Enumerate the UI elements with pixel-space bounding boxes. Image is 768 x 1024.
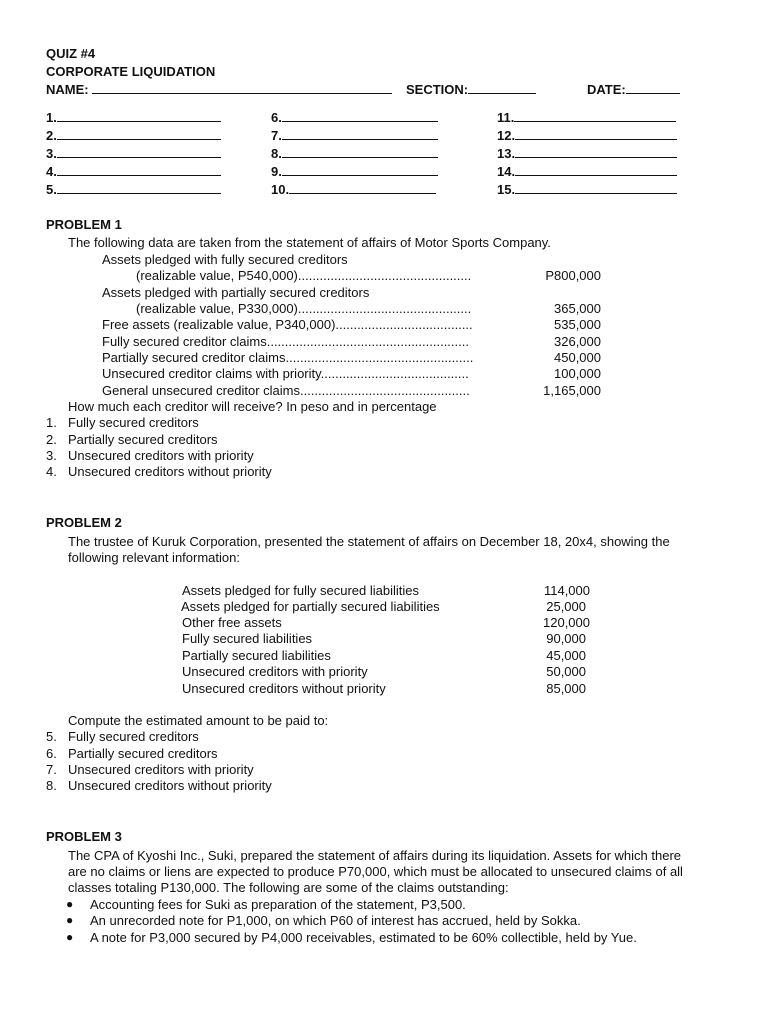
date-field[interactable] bbox=[587, 82, 680, 98]
list-item: A note for P3,000 secured by P4,000 receivables, estimated to be 60% collectible, held by Yue. bbox=[90, 930, 637, 945]
date-label: DATE: bbox=[587, 82, 626, 97]
problem1-question: How much each creditor will receive? In peso and in percentage bbox=[68, 399, 437, 414]
answer-blank[interactable]: 4. bbox=[46, 164, 221, 180]
table-row-label: Assets pledged for fully secured liabilities bbox=[182, 583, 420, 598]
list-item: Unsecured creditors without priority bbox=[68, 778, 272, 793]
table-row-label: Unsecured creditors with priority bbox=[182, 664, 368, 679]
problem2-heading: PROBLEM 2 bbox=[46, 515, 122, 530]
table-row-value: 120,000 bbox=[543, 615, 590, 630]
list-item: Unsecured creditors with priority bbox=[68, 448, 254, 463]
table-row-label: Partially secured liabilities bbox=[182, 648, 331, 663]
table-row-label: Other free assets bbox=[182, 615, 282, 630]
answer-blank[interactable]: 3. bbox=[46, 146, 221, 162]
answer-blank[interactable]: 9. bbox=[271, 164, 438, 180]
name-field[interactable] bbox=[46, 82, 392, 98]
answer-blank[interactable]: 15. bbox=[497, 182, 677, 198]
problem3-intro: classes totaling P130,000. The following are some of the claims outstanding: bbox=[68, 880, 509, 895]
problem3-intro: The CPA of Kyoshi Inc., Suki, prepared the statement of affairs during its liquidation. Assets for which there bbox=[68, 848, 682, 863]
problem2-intro: The trustee of Kuruk Corporation, presented the statement of affairs on December 18, 20x4, showing the bbox=[68, 534, 670, 549]
name-blank[interactable] bbox=[92, 93, 392, 94]
list-item-number: 1. bbox=[46, 415, 57, 430]
bullet-icon: ● bbox=[66, 913, 74, 927]
list-item: Fully secured creditors bbox=[68, 415, 199, 430]
quiz-number: QUIZ #4 bbox=[46, 46, 96, 61]
table-row-value: 25,000 bbox=[546, 599, 586, 614]
list-item: An unrecorded note for P1,000, on which P60 of interest has accrued, held by Sokka. bbox=[90, 913, 581, 928]
table-row-value: 45,000 bbox=[546, 648, 586, 663]
answer-blank[interactable]: 2. bbox=[46, 128, 221, 144]
list-item-number: 8. bbox=[46, 778, 57, 793]
p1-line-label: Partially secured creditor claims.................................................... bbox=[102, 350, 474, 365]
answer-blank[interactable]: 1. bbox=[46, 110, 221, 126]
p1-line-value: P800,000 bbox=[545, 268, 601, 283]
answer-blank[interactable]: 5. bbox=[46, 182, 221, 198]
list-item: Accounting fees for Suki as preparation of the statement, P3,500. bbox=[90, 897, 466, 912]
p1-line-value: 326,000 bbox=[554, 334, 601, 349]
table-row-label: Fully secured liabilities bbox=[182, 631, 313, 646]
list-item-number: 6. bbox=[46, 746, 57, 761]
p1-line-label: Fully secured creditor claims........................................................ bbox=[102, 334, 469, 349]
problem2-intro: following relevant information: bbox=[68, 550, 240, 565]
list-item-number: 4. bbox=[46, 464, 57, 479]
p1-line-label: Assets pledged with partially secured creditors bbox=[102, 285, 370, 300]
list-item: Fully secured creditors bbox=[68, 729, 199, 744]
answer-blank[interactable]: 11. bbox=[497, 110, 676, 126]
table-row-value: 50,000 bbox=[546, 664, 586, 679]
list-item: Unsecured creditors without priority bbox=[68, 464, 272, 479]
answer-blank[interactable]: 10. bbox=[271, 182, 436, 198]
section-field[interactable] bbox=[406, 82, 536, 98]
p1-line-value: 365,000 bbox=[554, 301, 601, 316]
table-row-value: 90,000 bbox=[546, 631, 586, 646]
bullet-icon: ● bbox=[66, 897, 74, 911]
p1-line-label: Assets pledged with fully secured creditors bbox=[102, 252, 348, 267]
answer-blank[interactable]: 8. bbox=[271, 146, 438, 162]
problem1-heading: PROBLEM 1 bbox=[46, 217, 122, 232]
table-row-value: 114,000 bbox=[543, 583, 590, 598]
date-blank[interactable] bbox=[626, 93, 680, 94]
p1-line-label: (realizable value, P540,000)................................................ bbox=[136, 268, 472, 283]
bullet-icon: ● bbox=[66, 930, 74, 944]
problem3-intro: are no claims or liens are expected to produce P70,000, which must be allocated to unsecured claims of all bbox=[68, 864, 683, 879]
list-item-number: 3. bbox=[46, 448, 57, 463]
list-item: Partially secured creditors bbox=[68, 746, 218, 761]
answer-blank[interactable]: 12. bbox=[497, 128, 677, 144]
p1-line-value: 1,165,000 bbox=[543, 383, 601, 398]
problem2-question: Compute the estimated amount to be paid to: bbox=[68, 713, 329, 728]
p1-line-label: Unsecured creditor claims with priority......................................... bbox=[102, 366, 469, 381]
p1-line-value: 100,000 bbox=[554, 366, 601, 381]
answer-blank[interactable]: 7. bbox=[271, 128, 438, 144]
p1-line-label: General unsecured creditor claims............................................... bbox=[102, 383, 470, 398]
list-item-number: 7. bbox=[46, 762, 57, 777]
table-row-label: Assets pledged for partially secured liabilities bbox=[181, 599, 440, 614]
p1-line-value: 535,000 bbox=[554, 317, 601, 332]
list-item-number: 2. bbox=[46, 432, 57, 447]
p1-line-label: Free assets (realizable value, P340,000)...................................... bbox=[102, 317, 473, 332]
answer-blank[interactable]: 14. bbox=[497, 164, 677, 180]
list-item: Partially secured creditors bbox=[68, 432, 218, 447]
name-label: NAME: bbox=[46, 82, 89, 97]
table-row-label: Unsecured creditors without priority bbox=[182, 681, 386, 696]
list-item-number: 5. bbox=[46, 729, 57, 744]
answer-blank[interactable]: 6. bbox=[271, 110, 438, 126]
p1-line-value: 450,000 bbox=[554, 350, 601, 365]
table-row-value: 85,000 bbox=[546, 681, 586, 696]
section-label: SECTION: bbox=[406, 82, 469, 97]
section-blank[interactable] bbox=[468, 93, 536, 94]
list-item: Unsecured creditors with priority bbox=[68, 762, 254, 777]
quiz-title: CORPORATE LIQUIDATION bbox=[46, 64, 216, 79]
answer-blank[interactable]: 13. bbox=[497, 146, 677, 162]
problem1-intro: The following data are taken from the statement of affairs of Motor Sports Company. bbox=[68, 235, 551, 250]
p1-line-label: (realizable value, P330,000)................................................ bbox=[136, 301, 472, 316]
problem3-heading: PROBLEM 3 bbox=[46, 829, 122, 844]
